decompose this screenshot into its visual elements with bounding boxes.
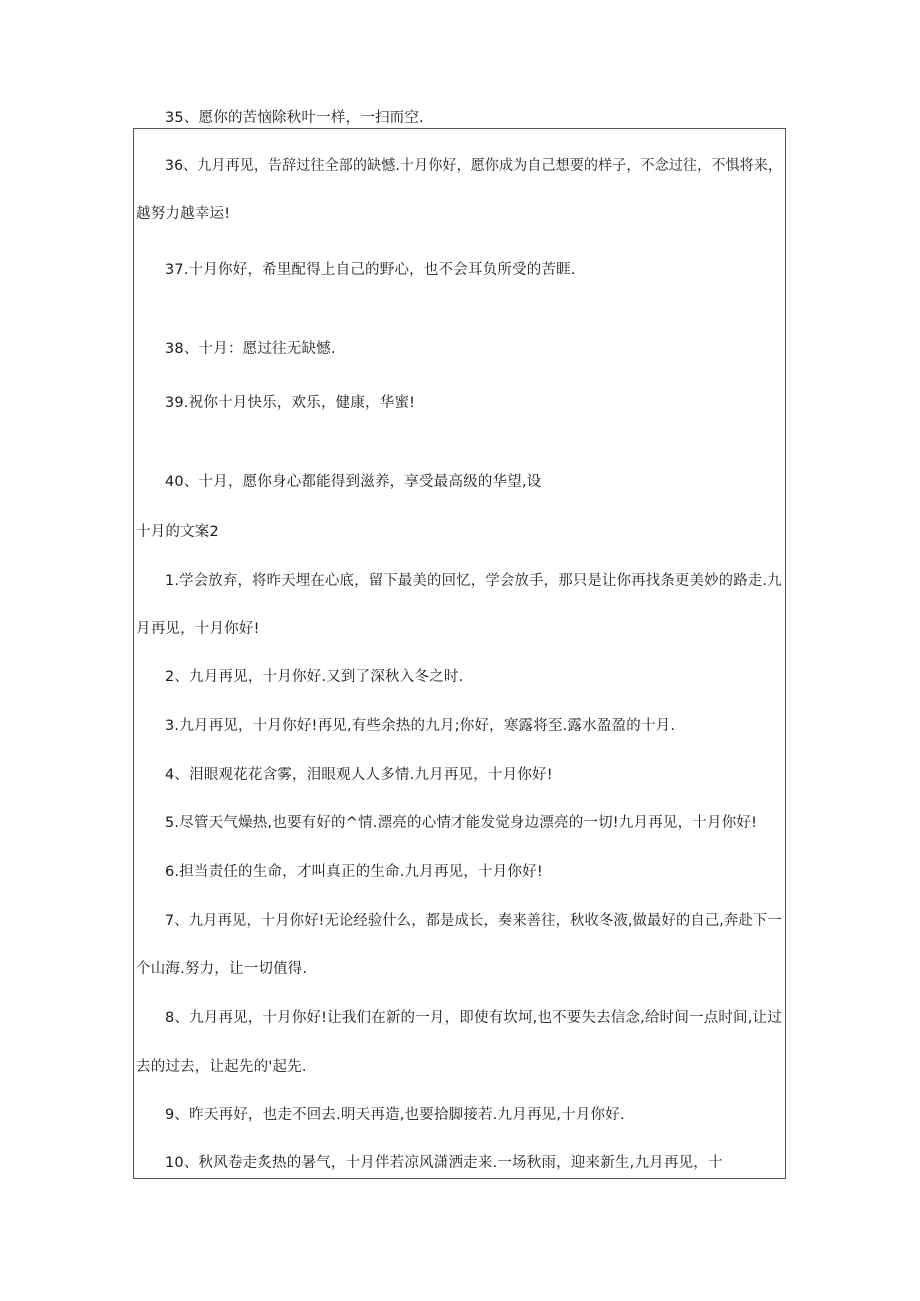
paragraph-8: 8、九月再见，十月你好!让我们在新的一月，即使有坎坷,也不要失去信念,给时间一点时间,让过 <box>165 1010 782 1026</box>
paragraph-4: 4、泪眼观花花含雾，泪眼观人人多情.九月再见，十月你好! <box>165 767 553 783</box>
paragraph-36: 36、九月再见，告辞过往全部的缺憾.十月你好，愿你成为自己想要的样子，不念过往，不惧将来， <box>165 158 783 174</box>
paragraph-5: 5.尽管天气燥热,也要有好的^情.漂亮的心情才能发觉身边漂亮的一切!九月再见，十月你好! <box>165 815 758 831</box>
paragraph-7-cont: 个山海.努力，让一切值得. <box>136 961 308 977</box>
paragraph-7: 7、九月再见，十月你好!无论经验什么，都是成长，奏来善往，秋收冬液,做最好的自己,奔赴下一 <box>165 913 782 929</box>
paragraph-38: 38、十月：愿过往无缺憾. <box>165 341 336 357</box>
paragraph-10: 10、秋风卷走炙热的暑气，十月伴若凉风潇洒走来.一场秋雨，迎来新生,九月再见，十 <box>165 1155 723 1171</box>
paragraph-8-cont: 去的过去，让起先的'起先. <box>136 1059 307 1075</box>
paragraph-9: 9、昨天再好，也走不回去.明天再造,也要拾脚接若.九月再见,十月你好. <box>165 1107 625 1123</box>
paragraph-1: 1.学会放弃，将昨天埋在心底，留下最美的回忆，学会放手，那只是让你再找条更美妙的路走.九 <box>165 573 782 589</box>
paragraph-35: 35、愿你的苦恼除秋叶一样，一扫而空. <box>165 110 424 126</box>
paragraph-37: 37.十月你好，希里配得上自己的野心，也不会耳负所受的苦睚. <box>165 262 576 278</box>
paragraph-2: 2、九月再见，十月你好.又到了深秋入冬之时. <box>165 669 464 685</box>
section-heading: 十月的文案2 <box>136 524 219 540</box>
paragraph-3: 3.九月再见，十月你好!再见,有些余热的九月;你好，寒露将至.露水盈盈的十月. <box>165 718 676 734</box>
paragraph-39: 39.祝你十月快乐，欢乐，健康，华蜜! <box>165 395 416 411</box>
paragraph-6: 6.担当责任的生命，才叫真正的生命.九月再见，十月你好! <box>165 864 543 880</box>
paragraph-40: 40、十月，愿你身心都能得到滋养，享受最高级的华望,设 <box>165 474 542 490</box>
paragraph-1-cont: 月再见，十月你好! <box>136 621 260 637</box>
paragraph-36-cont: 越努力越幸运! <box>136 206 231 222</box>
